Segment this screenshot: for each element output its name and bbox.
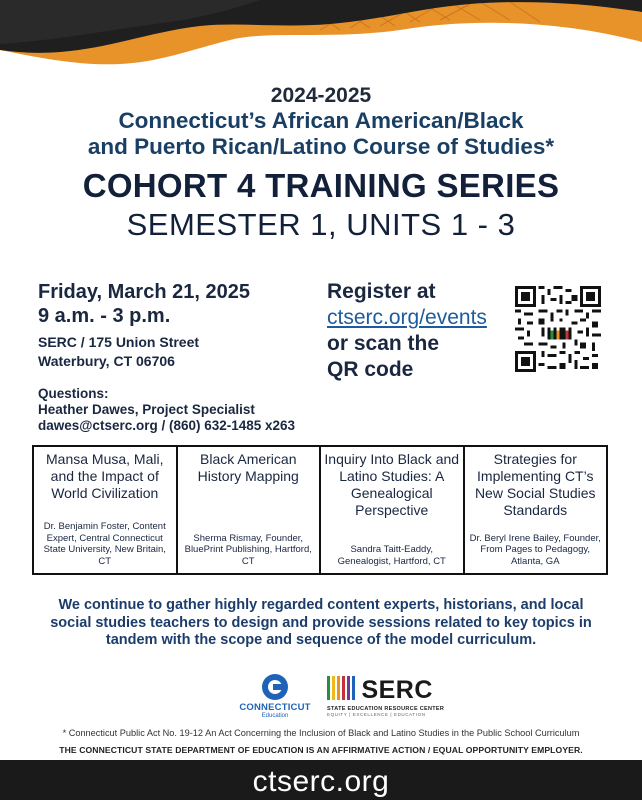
- ct-logo-name: CONNECTICUT: [239, 702, 311, 713]
- session-card: [178, 447, 322, 573]
- session-presenter: Dr. Benjamin Foster, Content Expert, Central Connecticut State University, New Britain, CT: [43, 521, 166, 567]
- session-card: [34, 447, 178, 573]
- headline-year: 2024-2025: [270, 84, 372, 107]
- qr-code-icon[interactable]: [515, 286, 601, 372]
- logo-row: [0, 672, 642, 722]
- eeo-statement: THE CONNECTICUT STATE DEPARTMENT OF EDUCATION IS AN AFFIRMATIVE ACTION / EQUAL OPPORTUNITY EMPLOYER.: [59, 745, 583, 755]
- session-presenter: Dr. Beryl Irene Bailey, Founder, From Pages to Pedagogy, Atlanta, GA: [469, 532, 601, 567]
- footer-bar: [0, 760, 642, 800]
- serc-logo: [327, 676, 467, 717]
- contact-info[interactable]: dawes@ctserc.org / (860) 632-1485 x263: [38, 418, 296, 433]
- event-time: 9 a.m. - 3 p.m.: [38, 305, 171, 327]
- footnote: * Connecticut Public Act No. 19-12 An Act Concerning the Inclusion of Black and Latino Studies in the Public School Curriculum: [62, 728, 580, 738]
- footer-url[interactable]: ctserc.org: [252, 765, 390, 798]
- headline-line-2: and Puerto Rican/Latino Course of Studies*: [87, 134, 555, 159]
- cohort-title: COHORT 4 TRAINING SERIES: [82, 167, 560, 204]
- register-link[interactable]: ctserc.org/events: [327, 306, 487, 329]
- header-artwork: [0, 0, 642, 70]
- register-line-1: Register at: [327, 280, 436, 303]
- event-date: Friday, March 21, 2025: [38, 281, 250, 303]
- mission-statement: We continue to gather highly regarded content experts, historians, and local social studies teachers to design and provide sessions related to key topics in tandem with the scope and sequence of the model curriculum.: [50, 597, 592, 648]
- serc-bars-icon: [327, 676, 357, 705]
- session-card: [465, 447, 607, 573]
- session-presenter: Sandra Taitt-Eaddy, Genealogist, Hartford, CT: [337, 544, 446, 567]
- session-title: Inquiry Into Black and Latino Studies: A Genealogical Perspective: [324, 451, 460, 518]
- serc-logo-sub: STATE EDUCATION RESOURCE CENTER: [327, 706, 445, 712]
- contact-name: Heather Dawes, Project Specialist: [38, 402, 255, 417]
- session-card: [321, 447, 465, 573]
- register-line-2: or scan the: [327, 332, 440, 355]
- questions-label: Questions:: [38, 386, 109, 401]
- connecticut-logo-icon: [262, 674, 288, 700]
- headline-line-1: Connecticut’s African American/Black: [118, 108, 524, 133]
- event-address-line-2: Waterbury, CT 06706: [38, 353, 175, 369]
- sessions-table: [32, 445, 608, 575]
- session-title: Mansa Musa, Mali, and the Impact of World Civilization: [46, 451, 164, 501]
- event-details: [38, 280, 328, 434]
- serc-logo-tagline: EQUITY | EXCELLENCE | EDUCATION: [327, 712, 426, 717]
- session-presenter: Sherma Rismay, Founder, BluePrint Publishing, Hartford, CT: [184, 532, 312, 567]
- connecticut-education-logo: [230, 674, 320, 719]
- session-title: Strategies for Implementing CT’s New Social Studies Standards: [474, 451, 596, 518]
- register-line-3: QR code: [327, 358, 414, 381]
- event-address-line-1: SERC / 175 Union Street: [38, 334, 200, 350]
- ct-logo-sub: Education: [261, 713, 289, 719]
- session-title: Black American History Mapping: [197, 451, 299, 484]
- semester-title: SEMESTER 1, UNITS 1 - 3: [126, 207, 516, 242]
- headline: [0, 84, 642, 244]
- serc-logo-name: SERC: [361, 676, 433, 704]
- register-block: [327, 279, 517, 383]
